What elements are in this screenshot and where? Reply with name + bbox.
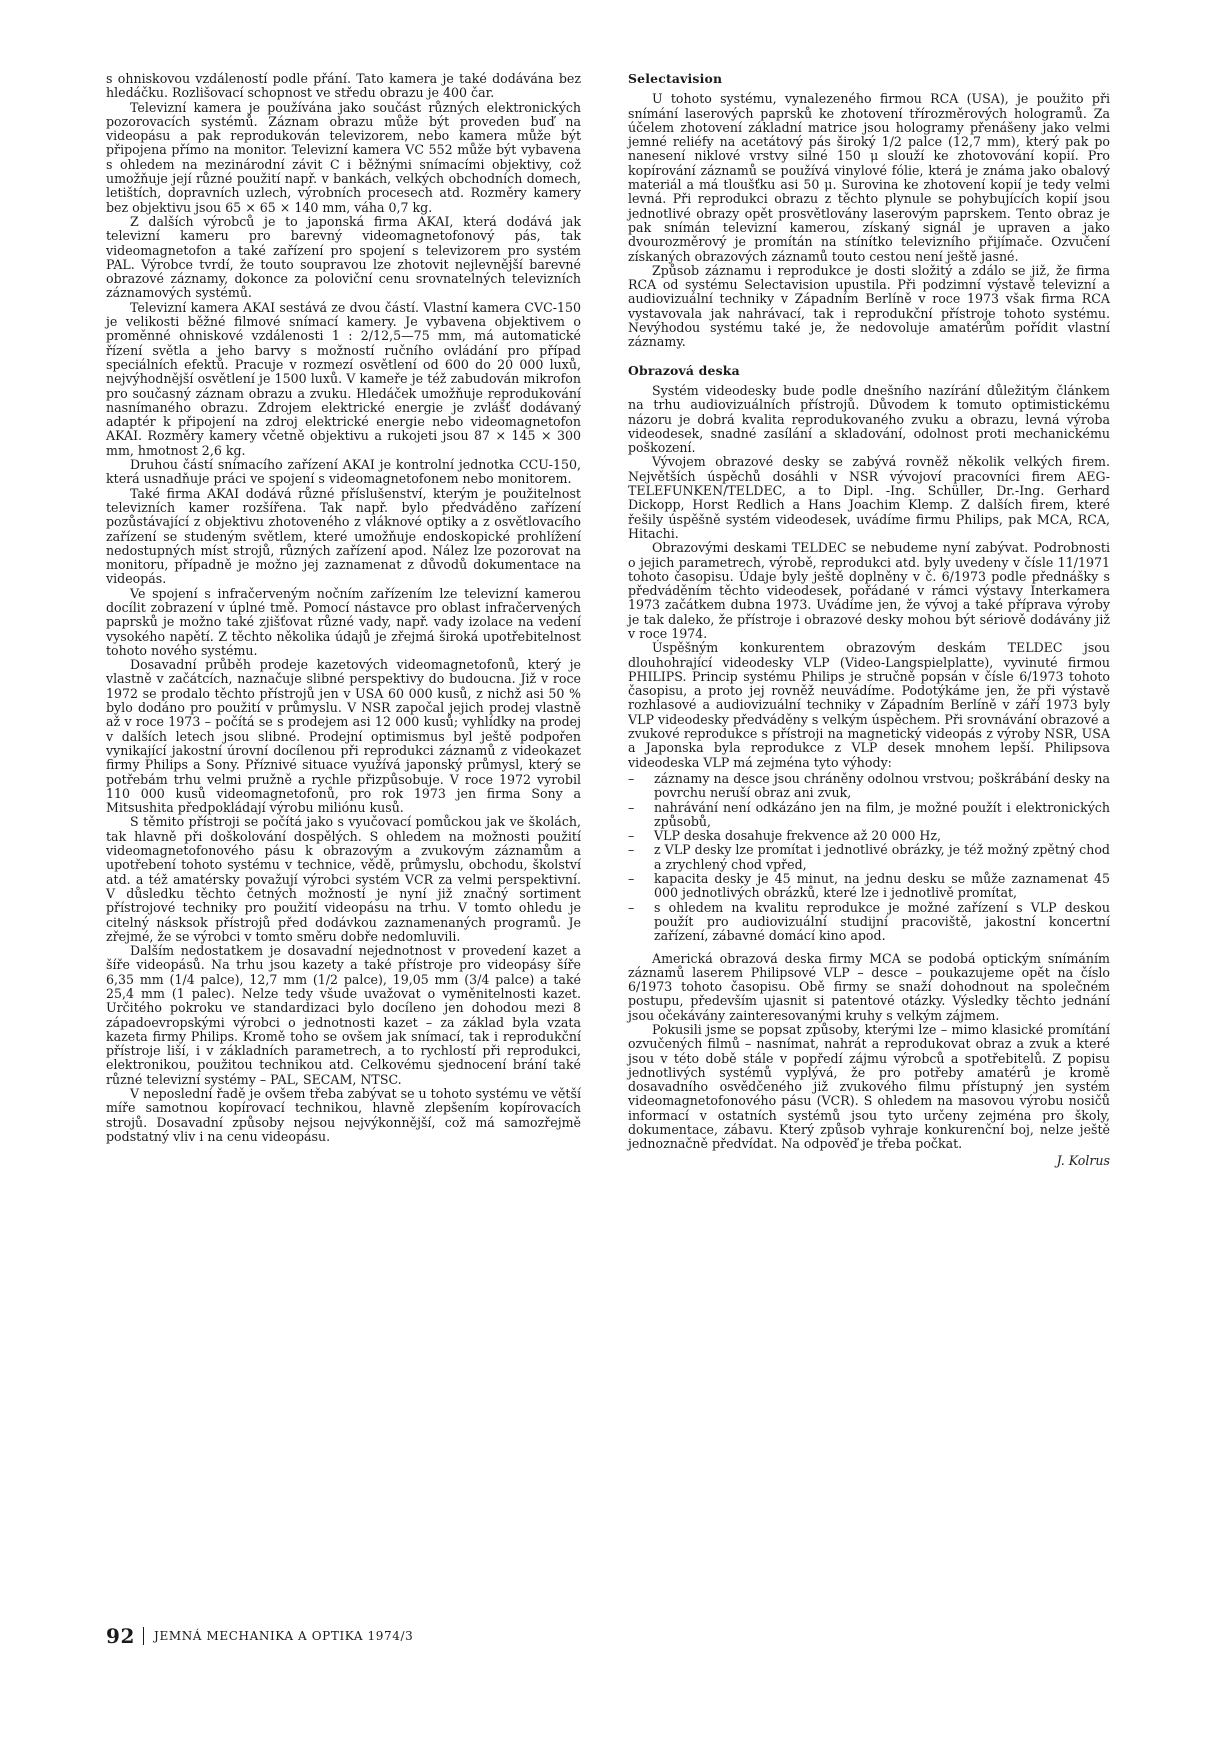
paragraph: Dosavadní průběh prodeje kazetových videomagnetofonů, který je vlastně v začátcích, naznačuje slibné perspektivy do budoucna. Již v roce 1972 se prodalo těchto přístrojů jen v USA 60 000 kusů, z nichž asi 50 % bylo dodáno pro použití v průmyslu. V NSR započal jejich prodej vlastně až v roce 1973 – počítá se s prodejem asi 12 000 kusů; vyhlídky na prodej v dalších letech jsou slibné. Prodejní optimismus byl ještě podpořen vynikající jakostní úrovní docílenou při reprodukci záznamů z videokazet firmy Philips a Sony. Příznivé situace využívá japonský průmysl, který se potřebám trhu velmi pružně a rychle přizpůsobuje. V roce 1972 vyrobil 110 000 kusů videomagnetofonů, pro rok 1973 jen firma Sony a Mitsushita předpokládají výrobu miliónu kusů. [106, 657, 581, 816]
author-signature: J. Kolrus [1056, 1152, 1110, 1168]
paragraph: Dalším nedostatkem je dosavadní nejednotnost v provedení kazet a šíře videopásů. Na trhu jsou kazety a také přístroje pro videopásy šíře 6,35 mm (1/4 palce), 12,7 mm (1/2 palce), 19,05 mm (3/4 palce) a také 25,4 mm (1 palec). Nelze tedy všude uvažovat o vyměnitelnosti kazet. Určitého pokroku ve standardizaci bylo docíleno jen dohodou mezi 8 západoevropskými výrobci o jednotnosti kazet – za základ byla vzata kazeta firmy Philips. Kromě toho se ovšem jak snímací, tak i reprodukční přístroje liší, i v základních parametrech, a to rychlostí při reprodukci, elektronikou, použitou technikou atd. Celkovému sjednocení brání také různé televizní systémy – PAL, SECAM, NTSC. [106, 943, 581, 1087]
paragraph: Americká obrazová deska firmy MCA se podobá optickým snímáním záznamů laserem Philipsové VLP – desce – poukazujeme opět na číslo 6/1973 tohoto časopisu. Obě firmy se snaží dohodnout na společném postupu, především ujasnit si patentové otázky. Výsledky těchto jednání jsou očekávány zainteresovanými kruhy s velkým zájmem. [628, 950, 1110, 1023]
paragraph: Vývojem obrazové desky se zabývá rovněž několik velkých firem. Největších úspěchů dosáhli v NSR vývojoví pracovníci firem AEG-TELEFUNKEN/TELDEC, a to Dipl. -Ing. Schüller, Dr.-Ing. Gerhard Dickopp, Horst Redlich a Hans Joachim Klemp. Z dalších firem, které řešily úspěšně systém videodesek, uvádíme firmu Philips, pak MCA, RCA, Hitachi. [628, 454, 1110, 541]
section-heading: Obrazová deska [628, 362, 740, 378]
paragraph: Z dalších výrobců je to japonská firma AKAI, která dodává jak televizní kameru pro barevný videomagnetofonový pás, tak videomagnetofon a také zařízení pro spojení s televizorem pro systém PAL. Výrobce tvrdí, že touto soupravou lze zhotovit nejlevnější barevné obrazové záznamy, dokonce za poloviční cenu srovnatelných televizních záznamových systémů. [106, 213, 581, 301]
paragraph: s ohniskovou vzdáleností podle přání. Tato kamera je také dodávána bez hledáčku. Rozlišovací schopnost ve středu obrazu je 400 čar. [106, 71, 581, 101]
list-item: – nahrávání není odkázáno jen na film, je možné použít i elektronických způsobů, [628, 801, 1110, 830]
paragraph: Způsob záznamu i reprodukce je dosti složitý a zdálo se již, že firma RCA od systému Selectavision upustila. Při podzimní výstavě televizní a audiovizuální techniky v Západním Berlíně v roce 1973 však firma RCA vystavovala jak nahrávací, tak i reprodukční přístroje tohoto systému. Nevýhodou systému také je, že nedovoluje amatérům pořídit vlastní záznamy. [628, 262, 1110, 350]
paragraph: Pokusili jsme se popsat způsoby, kterými lze – mimo klasické promítání ozvučených filmů – nasnímat, nahrát a reprodukovat obraz a zvuk a které jsou v této době stále v popředí zájmu výrobců a spotřebitelů. Z popisu jednotlivých systémů vyplývá, že pro potřeby amatérů je kromě dosavadního osvědčeného již zvukového filmu přístupný jen systém videomagnetofonového pásu (VCR). S ohledem na masovou výrobu nosičů informací v ostatních systémů jsou tyto určeny zejména pro školy, dokumentace, zábavu. Který způsob vyhraje konkurenční boj, nelze ještě jednoznačně předvídat. Na odpověď je třeba počkat. [628, 1022, 1110, 1152]
footer-divider [143, 1627, 144, 1645]
list-item: – záznamy na desce jsou chráněny odolnou vrstvou; poškrábání desky na povrchu neruší obraz ani zvuk, [628, 772, 1110, 801]
list-item: – VLP deska dosahuje frekvence až 20 000 Hz, [628, 829, 1110, 843]
paragraph: Druhou částí snímacího zařízení AKAI je kontrolní jednotka CCU-150, která usnadňuje práci ve spojení s videomagnetofonem nebo monitorem. [106, 457, 581, 487]
page-number: 92 [106, 1624, 136, 1648]
list-item: – kapacita desky je 45 minut, na jednu desku se může zaznamenat 45 000 jednotlivých obrázků, které lze i jednotlivě promítat, [628, 872, 1110, 901]
advantages-list [628, 772, 1110, 944]
journal-title: JEMNÁ MECHANIKA A OPTIKA 1974/3 [154, 1629, 414, 1643]
paragraph: Systém videodesky bude podle dnešního nazírání důležitým článkem na trhu audiovizuálních přístrojů. Důvodem k tomuto optimistickému názoru je dobrá kvalita reprodukovaného zvuku a obrazu, levná výroba videodesek, snadné zasílání a skladování, odolnost proti mechanickému poškození. [628, 382, 1110, 456]
paragraph: S těmito přístroji se počítá jako s vyučovací pomůckou jak ve školách, tak hlavně při doškolování dospělých. S ohledem na možnosti použití videomagnetofonového pásu k obrazovým a zvukovým záznamům a upotřebení tohoto systému v technice, vědě, průmyslu, obchodu, školství atd. a též amatérsky považují výrobci systém VCR za velmi perspektivní. V důsledku těchto četných možností je nyní již značný sortiment přístrojové techniky pro použití videopásu na trhu. V tomto ohledu je citelný násksok přístrojů před dodávkou zaznamenaných programů. Je zřejmé, že se výrobci v tomto směru dobře nedomluvili. [106, 814, 581, 944]
left-column [106, 72, 581, 1144]
paragraph: V neposlední řadě je ovšem třeba zabývat se u tohoto systému ve větší míře samotnou kopírovací technikou, hlavně zlepšením kopírovacích strojů. Dosavadní způsoby nejsou nejvýkonnější, což má samozřejmě podstatný vliv i na cenu videopásu. [106, 1086, 581, 1144]
list-item: – s ohledem na kvalitu reprodukce je možné zařízení s VLP deskou použít pro audiovizuální studijní pracoviště, jakostní koncertní zařízení, zábavné domácí kino apod. [628, 901, 1110, 944]
paragraph: Úspěšným konkurentem obrazovým deskám TELDEC jsou dlouhohrající videodesky VLP (Video-Langspielplatte), vyvinuté firmou PHILIPS. Princip systému Philips je stručně popsán v čísle 6/1973 tohoto časopisu, a proto jej rovněž neuvádíme. Podotýkáme jen, že při výstavě rozhlasové a audiovizuální techniky v Západním Berlíně v září 1973 byly VLP videodesky předváděny s velkým úspěchem. Při srovnávání obrazové a zvukové reprodukce s přístroji na magnetický videopás z výroby NSR, USA a Japonska byla reprodukce z VLP desek mnohem lepší. Philipsova videodeska VLP má zejména tyto výhody: [628, 640, 1110, 770]
section-obrazova-deska [628, 364, 1110, 1168]
paragraph: Také firma AKAI dodává různé příslušenství, kterým je použitelnost televizních kamer rozšířena. Tak např. bylo předváděno zařízení pozůstávající z objektivu zhotoveného z vláknové optiky a z osvětlovacího zařízení se studeným světlem, které umožňuje endoskopické prohlížení nedostupných míst strojů, různých zařízení apod. Nález lze pozorovat na monitoru, případně je možno jej zaznamenat z důvodů dokumentace na videopás. [106, 485, 581, 587]
paragraph: Obrazovými deskami TELDEC se nebudeme nyní zabývat. Podrobnosti o jejich parametrech, výrobě, reprodukci atd. byly uvedeny v čísle 11/1971 tohoto časopisu. Údaje byly ještě doplněny v č. 6/1973 podle přednášky s předváděním těchto videodesek, pořádané v rámci výstavy Interkamera 1973 začátkem dubna 1973. Uvádíme jen, že vývoj a také příprava výroby je tak daleko, že přístroje i obrazové desky mohou být sériově dodávány již v roce 1974. [628, 540, 1110, 641]
section-heading: Selectavision [628, 71, 723, 86]
right-column [628, 72, 1110, 1182]
paragraph: Televizní kamera AKAI sestává ze dvou částí. Vlastní kamera CVC-150 je velikosti běžné filmové snímací kamery. Je vybavena objektivem o proměnné ohniskové vzdálenosti 1 : 2/12,5—75 mm, má automatické řízení světla a jeho barvy s možností ručního ovládání pro případ speciálních efektů. Pracuje v rozmezí osvětlení od 600 do 20 000 luxů, nejvýhodnější osvětlení je 1500 luxů. V kameře je též zabudován mikrofon pro současný záznam obrazu a zvuku. Hledáček umožňuje reprodukování nasnímaného obrazu. Zdrojem elektrické energie je zvlášť dodávaný adaptér k připojení na zdroj elektrické energie nebo videomagnetofon AKAI. Rozměry kamery včetně objektivu a rukojeti jsou 87 × 145 × 300 mm, hmotnost 2,6 kg. [106, 299, 581, 458]
list-item: – z VLP desky lze promítat i jednotlivé obrázky, je též možný zpětný chod a zrychlený chod vpřed, [628, 843, 1110, 872]
paragraph: Ve spojení s infračerveným nočním zařízením lze televizní kamerou docílit zobrazení v úplné tmě. Pomocí nástavce pro oblast infračervených paprsků je možno také zjišťovat různé vady, např. vady izolace na vedení vysokého napětí. Z těchto několika údajů je zřejmá široká upotřebitelnost tohoto nového systému. [106, 585, 581, 658]
section-selectavision [628, 72, 1110, 350]
paragraph: U tohoto systému, vynalezeného firmou RCA (USA), je použito při snímání laserových paprsků ke zhotovení třírozměrových hologramů. Za účelem zhotovení základní matrice jsou hologramy přenášeny jako velmi jemné reliéfy na acetátový pás široký 1/2 palce (12,7 mm), který pak po nanesení niklové vrstvy silné 150 μ slouží ke zhotovování kopií. Pro kopírování záznamů se používá vinylové fólie, která je známa jako obalový materiál a má tloušťku asi 50 μ. Surovina ke zhotovení kopií je tedy velmi levná. Při reprodukci obrazu z těchto plynule se pohybujících kopií jsou jednotlivé obrazy opět prosvětlovány laserovým paprskem. Tento obraz je pak snímán televizní kamerou, získaný signál je upraven a jako dvourozměrový je promítán na stínítko televizního přijímače. Ozvučení získaných obrazových záznamů touto cestou není ještě jasné. [628, 91, 1110, 264]
paragraph: Televizní kamera je používána jako součást různých elektronických pozorovacích systémů. Záznam obrazu může být proveden buď na videopásu a pak reprodukován televizorem, nebo kamera může být připojena přímo na monitor. Televizní kamera VC 552 může být vybavena s ohledem na mezinárodní závit C i běžnými snímacími objektivy, což umožňuje její různé použití např. v bankách, velkých obchodních domech, letištích, dopravních uzlech, výrobních procesech atd. Rozměry kamery bez objektivu jsou 65 × 65 × 140 mm, váha 0,7 kg. [106, 99, 581, 215]
page-footer [106, 1624, 413, 1648]
